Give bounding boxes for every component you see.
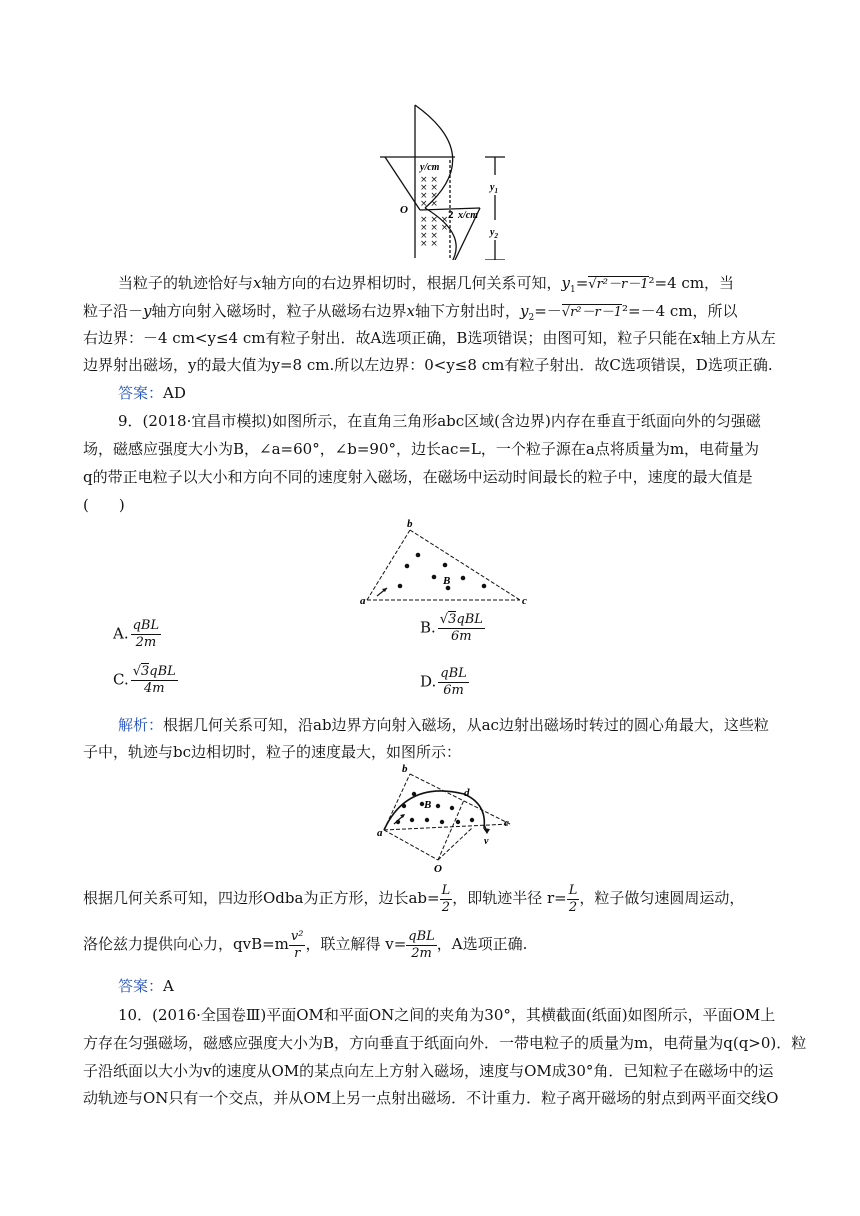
explanation-line-3: 右边界：－4 cm<y≤4 cm有粒子射出．故A选项正确，B选项错误；由图可知，粒子只能在x轴上方从左: [83, 329, 776, 347]
explanation-line-2: 粒子沿－y轴方向射入磁场时，粒子从磁场右边界x轴下方射出时，$y_2=-√r^2-r-1^2=-4$ cm，所以: [83, 302, 738, 323]
svg-text:× × ×: × × ×: [420, 223, 449, 233]
explanation-line-1: 当粒子的轨迹恰好与x轴方向的右边界相切时，根据几何关系可知，$y_1=√r^2-r-1^2=4$ cm，当: [118, 274, 735, 295]
y2-label: $y_2$: [490, 227, 498, 240]
svg-text:× ×: × ×: [420, 183, 438, 193]
fig3-d-label: d: [464, 787, 470, 799]
figure-trajectory: [372, 762, 522, 874]
option-a[interactable]: A. $\frac{\text{qBL}}{2m}$: [113, 618, 160, 650]
y-axis-label: y/cm: [420, 162, 440, 173]
q10-line-3: 子沿纸面以大小为v的速度从OM的某点向左上方射入磁场，速度与OM成30°角．已知粒子在磁场中的运: [83, 1062, 774, 1080]
conclusion-line-2: 洛伦兹力提供向心力，qvB=m $\frac{\text{v²}}{r}$ ，联立解得 v= $\frac{\text{qBL}}{2m}$ ，A选项正确.: [83, 928, 528, 961]
svg-text:× × ×: × × ×: [420, 215, 449, 225]
explanation-line-4: 边界射出磁场，y的最大值为y=8 cm.所以左边界：0<y≤8 cm有粒子射出．故C选项错误，D选项正确.: [83, 356, 773, 374]
y1-label: $y_1$: [490, 182, 498, 195]
svg-text:× ×: × ×: [420, 231, 438, 241]
vertex-b-label: b: [407, 518, 413, 530]
conclusion-line-1: 根据几何关系可知，四边形Odba为正方形，边长ab= $\frac{L}{2}$ ，即轨迹半径 r= $\frac{L}{2}$ ，粒子做匀速圆周运动，: [83, 882, 745, 915]
q10-line-2: 方存在匀强磁场，磁感应强度大小为B，方向垂直于纸面向外．一带电粒子的质量为m，电荷量为q(q>0)．粒: [83, 1034, 807, 1052]
q9-line-1: 9．(2018·宜昌市模拟)如图所示，在直角三角形abc区域(含边界)内存在垂直于纸面向外的匀强磁: [118, 412, 761, 430]
tick-label: 2: [448, 209, 454, 221]
svg-text:× ×: × ×: [420, 191, 438, 201]
fig3-a-label: a: [377, 827, 383, 839]
q10-line-4: 动轨迹与ON只有一个交点，并从OM上另一点射出磁场．不计重力．粒子离开磁场的射点到两平面交线O: [83, 1089, 779, 1107]
answer-1: 答案：AD: [118, 384, 186, 402]
option-b[interactable]: B. $\frac{\text{√3qBL}}{6m}$: [420, 612, 483, 644]
fig3-b-label: b: [402, 763, 408, 775]
x-axis-label: x/cm: [458, 210, 478, 221]
q9-line-4: ( ): [83, 496, 125, 514]
q9-line-2: 场，磁感应强度大小为B，∠a=60°，∠b=90°，边长ac=L，一个粒子源在a点将质量为m，电荷量为: [83, 440, 760, 458]
analysis-line-1: 解析：根据几何关系可知，沿ab边界方向射入磁场，从ac边射出磁场时转过的圆心角最大，这些粒: [118, 716, 769, 734]
analysis-line-2: 子中，轨迹与bc边相切时，粒子的速度最大，如图所示：: [83, 743, 462, 761]
q9-line-3: q的带正电粒子以大小和方向不同的速度射入磁场，在磁场中运动时间最长的粒子中，速度的最大值是: [83, 468, 753, 486]
field-b-label: B: [443, 575, 451, 587]
fig3-B-label: B: [424, 799, 432, 811]
figure-magnetic-field-boundary: [380, 100, 520, 260]
vertex-c-label: c: [522, 595, 527, 607]
figure-triangle-abc: [355, 518, 535, 608]
svg-text:× ×: × ×: [420, 175, 438, 185]
q10-line-1: 10．(2016·全国卷Ⅲ)平面OM和平面ON之间的夹角为30°，其横截面(纸面)如图所示，平面OM上: [118, 1006, 776, 1024]
fig3-O-label: O: [434, 863, 442, 874]
origin-label: O: [400, 204, 408, 216]
option-d[interactable]: D. $\frac{\text{qBL}}{6m}$: [420, 666, 467, 698]
fig3-v-label: v: [484, 836, 489, 847]
svg-text:× ×: × ×: [420, 239, 438, 249]
fig3-c-label: c: [504, 817, 509, 829]
vertex-a-label: a: [360, 595, 366, 607]
svg-text:× ×: × ×: [420, 199, 438, 209]
option-c[interactable]: C. $\frac{\text{√3qBL}}{4m}$: [113, 664, 176, 696]
answer-2: 答案：A: [118, 977, 174, 995]
